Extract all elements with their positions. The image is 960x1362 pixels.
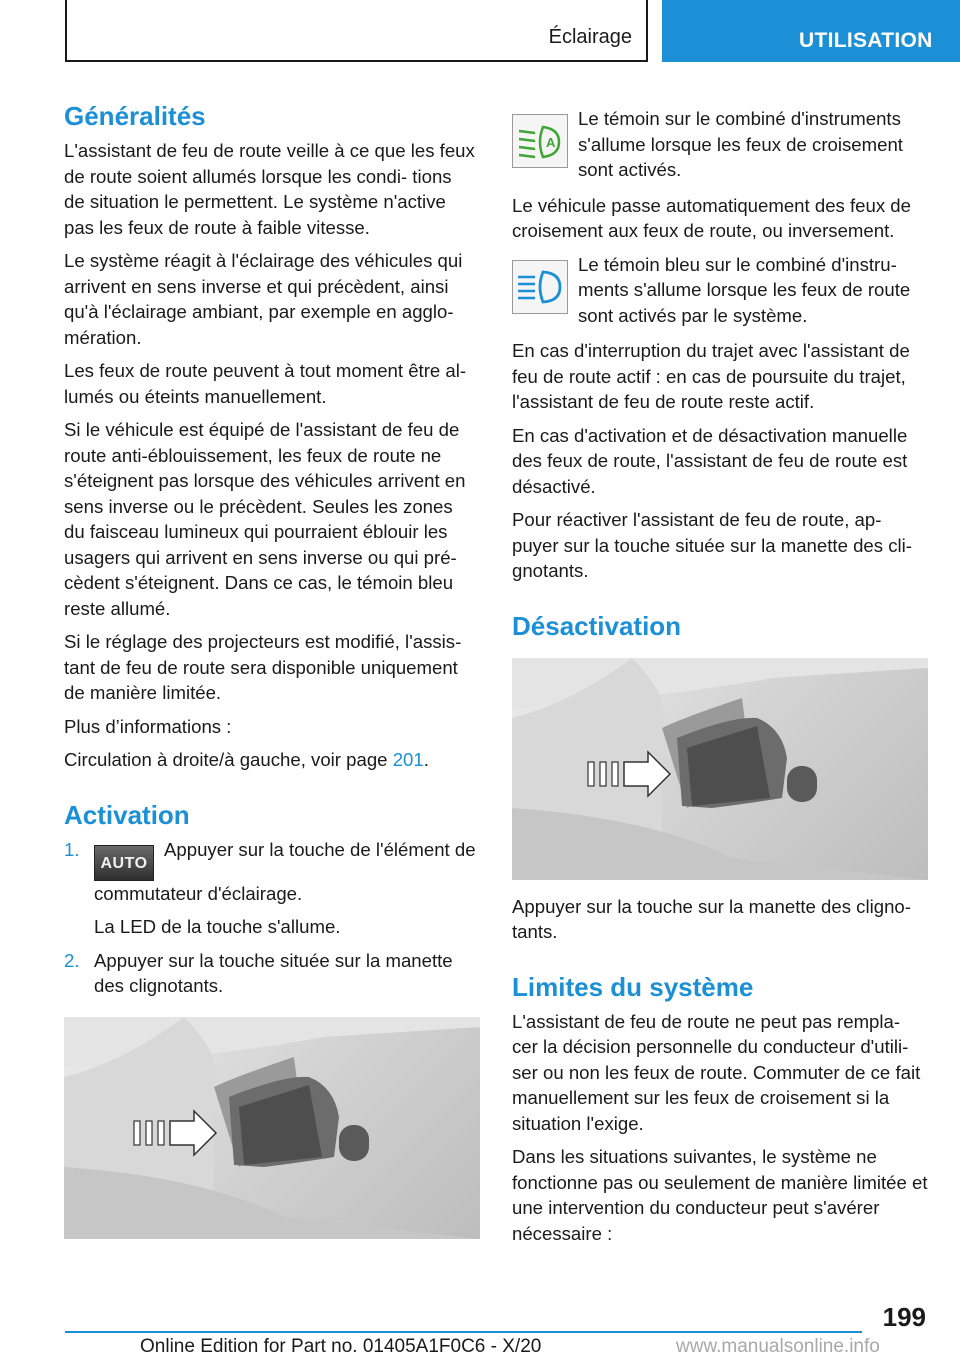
step-number: 1. xyxy=(64,838,80,860)
paragraph: Les feux de route peuvent à tout moment être al‑ lumés ou éteints manuellement. xyxy=(64,360,467,407)
step-2 xyxy=(64,948,476,999)
lever-illustration-icon xyxy=(512,658,928,880)
paragraph: Le véhicule passe automatiquement des feux de croisement aux feux de route, ou inversement. xyxy=(512,194,911,241)
section-title: Éclairage xyxy=(548,26,632,48)
step-text: Appuyer sur la touche de l'élément de commutateur d'éclairage. xyxy=(94,838,476,904)
paragraph: Le système réagit à l'éclairage des véhicules qui arrivent en sens inverse et qui précèdent, ainsi qu'à l'éclairage ambiant, par exemple en agglo‑ mération. xyxy=(64,250,463,348)
step-1 xyxy=(64,837,476,907)
indicator-low-beam-row xyxy=(512,106,928,183)
ref-text: Circulation à droite/à gauche, voir page xyxy=(64,749,393,770)
paragraph: Si le véhicule est équipé de l'assistant de feu de route anti‑éblouissement, les feux de route ne s'éteignent pas lorsque des véhicules arrivent en sens inverse ou le précèdent. Seules les zones du faisceau lumineux qui pourraient éblouir les usagers qui arrivent en sens inverse ou qui pré‑ cèdent s'éteignent. Dans ce cas, le témoin bleu reste allumé. xyxy=(64,419,466,619)
heading-generalites: Généralités xyxy=(64,101,206,131)
turn-signal-lever-photo xyxy=(64,1017,480,1239)
paragraph-page-ref xyxy=(64,747,476,773)
watermark: www.manualsonline.info xyxy=(676,1336,880,1357)
step-text: Appuyer sur la touche située sur la manette des clignotants. xyxy=(94,949,453,996)
auto-button-icon: AUTO xyxy=(94,845,154,881)
page-header xyxy=(0,0,960,66)
page-number: 199 xyxy=(882,1302,926,1332)
turn-signal-lever-photo xyxy=(512,658,928,880)
low-beam-indicator-icon xyxy=(512,114,568,168)
paragraph: L'assistant de feu de route veille à ce que les feux de route soient allumés lorsque les condi‑ tions de situation le permettent. Le système n'active pas les feux de route à faible vitesse. xyxy=(64,140,475,238)
paragraph: Pour réactiver l'assistant de feu de route, ap‑ puyer sur la touche située sur la manette des cli‑ gnotants. xyxy=(512,509,912,581)
indicator-text: Le témoin bleu sur le combiné d'instru‑ ments s'allume lorsque les feux de route sont activés par le système. xyxy=(578,253,911,326)
indicator-text: Le témoin sur le combiné d'instruments s'allume lorsque les feux de croisement sont activés. xyxy=(578,108,903,180)
paragraph: Si le réglage des projecteurs est modifié, l'assis‑ tant de feu de route sera disponible uniquement de manière limitée. xyxy=(64,631,462,703)
footer-divider xyxy=(65,1331,862,1333)
ref-end: . xyxy=(423,749,429,770)
paragraph: Plus d’informations : xyxy=(64,715,232,737)
photo-caption: Appuyer sur la touche sur la manette des cligno‑ tants. xyxy=(512,895,911,942)
paragraph: En cas d'interruption du trajet avec l'assistant de feu de route actif : en cas de poursuite du trajet, l'assistant de feu de route reste actif. xyxy=(512,340,910,412)
high-beam-indicator-icon xyxy=(512,260,568,314)
chapter-tab: UTILISATION xyxy=(662,0,960,62)
step-sub-text: La LED de la touche s'allume. xyxy=(94,916,341,937)
heading-activation: Activation xyxy=(64,799,190,830)
heading-desactivation: Désactivation xyxy=(512,610,682,641)
lever-illustration-icon xyxy=(64,1017,480,1239)
paragraph: En cas d'activation et de désactivation manuelle des feux de route, l'assistant de feu de route est désactivé. xyxy=(512,424,908,497)
page-footer xyxy=(0,1300,960,1362)
svg-text:A: A xyxy=(546,135,556,150)
indicator-high-beam-row xyxy=(512,252,928,329)
edition-text: Online Edition for Part no. 01405A1F0C6 - X/20 xyxy=(140,1336,542,1357)
page-link-201[interactable]: 201 xyxy=(392,749,424,770)
left-column xyxy=(64,100,476,1253)
right-column xyxy=(512,100,928,1254)
paragraph: L'assistant de feu de route ne peut pas rempla‑ cer la décision personnelle du conducteur d'utili‑ ser ou non les feux de route. Commuter de ce fait manuellement sur les feux de croisement si la situation l'exige. xyxy=(512,1010,921,1134)
paragraph: Dans les situations suivantes, le système ne fonctionne pas ou seulement de manière limitée et une intervention du conducteur peut s'avérer nécessaire : xyxy=(512,1146,928,1244)
step-number: 2. xyxy=(64,949,80,971)
step-1-result xyxy=(64,914,476,940)
section-box xyxy=(65,0,648,62)
heading-limites: Limites du système xyxy=(512,971,754,1002)
